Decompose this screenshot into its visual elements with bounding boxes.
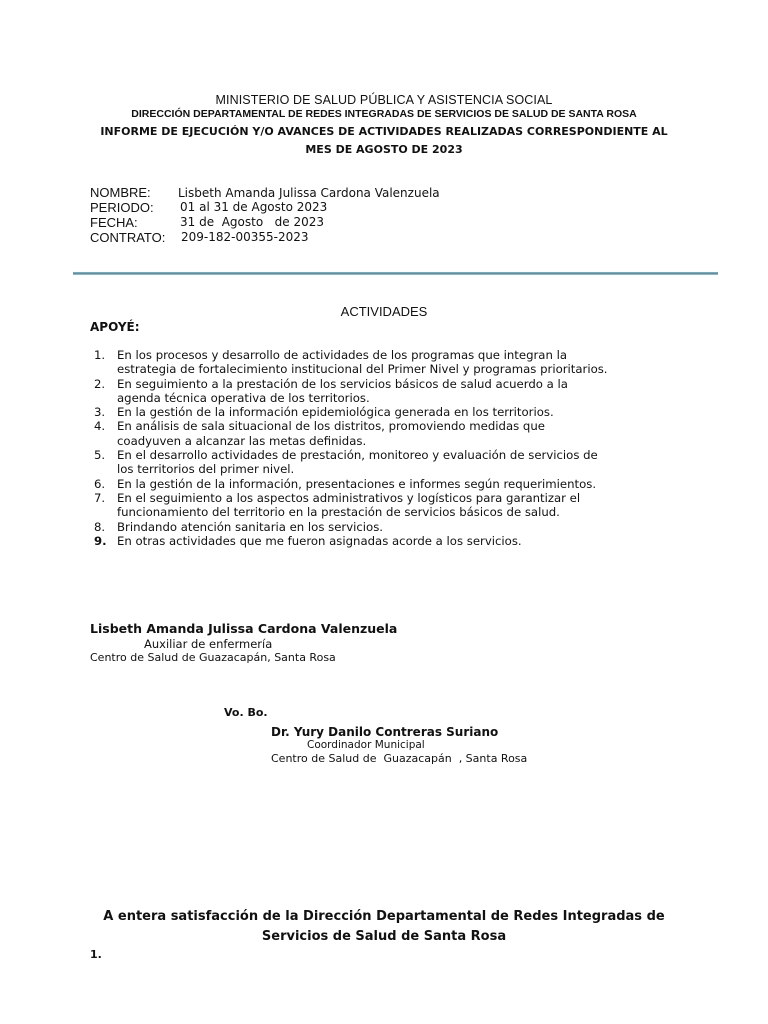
activity-text-line: agenda técnica operativa de los territorios.: [117, 390, 370, 405]
activity-number: 3.: [94, 405, 106, 420]
activity-number: 2.: [94, 376, 106, 391]
activities-intro: APOYÉ:: [90, 320, 140, 334]
activity-text-line: coadyuven a alcanzar las metas definidas.: [117, 433, 367, 448]
activity-text-line: En los procesos y desarrollo de actividades de los programas que integran la: [117, 348, 567, 362]
activity-item: [90, 377, 690, 406]
contrato-value: 209-182-00355-2023: [181, 230, 309, 244]
direccion-heading: DIRECCIÓN DEPARTAMENTAL DE REDES INTEGRADAS DE SERVICIOS DE SALUD DE SANTA ROSA: [131, 108, 637, 120]
activity-text-line: estrategia de fortalecimiento institucional del Primer Nivel y programas prioritarios.: [117, 362, 608, 377]
activity-text-line: En el seguimiento a los aspectos administrativos y logísticos para garantizar el: [117, 490, 581, 505]
signer-role: Auxiliar de enfermería: [144, 637, 273, 651]
activity-number: 8.: [94, 519, 106, 534]
approver-name: Dr. Yury Danilo Contreras Suriano: [271, 725, 499, 739]
activity-item: [90, 520, 690, 534]
activity-item: [90, 405, 690, 419]
report-title-line2: MES DE AGOSTO DE 2023: [305, 143, 463, 156]
activity-text-line: Brindando atención sanitaria en los servicios.: [117, 519, 384, 534]
activity-text-line: En la gestión de la información epidemiológica generada en los territorios.: [117, 405, 554, 420]
section-divider: [73, 272, 718, 275]
activity-item: [90, 419, 690, 448]
signer-center: Centro de Salud de Guazacapán, Santa Rosa: [90, 651, 336, 664]
fecha-value: 31 de Agosto de 2023: [180, 215, 324, 229]
periodo-value: 01 al 31 de Agosto 2023: [180, 200, 328, 214]
activity-text-line: En análisis de sala situacional de los distritos, promoviendo medidas que: [117, 419, 545, 434]
activity-number: 9.: [94, 533, 107, 548]
ministry-heading: MINISTERIO DE SALUD PÚBLICA Y ASISTENCIA SOCIAL: [215, 93, 553, 107]
fecha-label: FECHA:: [90, 215, 138, 230]
activity-list: [90, 348, 690, 548]
activity-item: [90, 491, 690, 520]
footer-number: 1.: [90, 948, 102, 961]
contrato-label: CONTRATO:: [90, 230, 166, 245]
activities-title: ACTIVIDADES: [340, 304, 428, 319]
activity-text-line: En el desarrollo actividades de prestación, monitoreo y evaluación de servicios de: [117, 448, 598, 463]
vobo-label: Vo. Bo.: [224, 706, 268, 719]
nombre-value: Lisbeth Amanda Julissa Cardona Valenzuela: [178, 186, 440, 200]
approver-role: Coordinador Municipal: [307, 739, 425, 751]
nombre-label: NOMBRE:: [90, 185, 151, 200]
activity-item: [90, 448, 690, 477]
report-title-line1: INFORME DE EJECUCIÓN Y/O AVANCES DE ACTIVIDADES REALIZADAS CORRESPONDIENTE AL: [100, 125, 668, 138]
activity-number: 6.: [94, 476, 106, 491]
activity-text-line: En seguimiento a la prestación de los servicios básicos de salud acuerdo a la: [117, 376, 568, 391]
approver-center: Centro de Salud de Guazacapán , Santa Rosa: [271, 752, 528, 765]
activity-item: [90, 477, 690, 491]
satisfaction-line2: Servicios de Salud de Santa Rosa: [261, 929, 507, 944]
signer-name: Lisbeth Amanda Julissa Cardona Valenzuela: [90, 621, 398, 636]
activity-number: 7.: [94, 490, 106, 505]
activity-number: 5.: [94, 448, 106, 463]
activity-text-line: En la gestión de la información, presentaciones e informes según requerimientos.: [117, 476, 597, 491]
activity-text-line: los territorios del primer nivel.: [117, 462, 295, 477]
activity-item: [90, 348, 690, 377]
activity-number: 1.: [94, 348, 106, 362]
activity-item: [90, 534, 690, 548]
activity-text-line: funcionamiento del territorio en la prestación de servicios básicos de salud.: [117, 505, 560, 520]
activity-number: 4.: [94, 419, 106, 434]
satisfaction-line1: A entera satisfacción de la Dirección Departamental de Redes Integradas de: [103, 909, 665, 924]
activity-text-line: En otras actividades que me fueron asignadas acorde a los servicios.: [117, 533, 522, 548]
periodo-label: PERIODO:: [90, 200, 154, 215]
